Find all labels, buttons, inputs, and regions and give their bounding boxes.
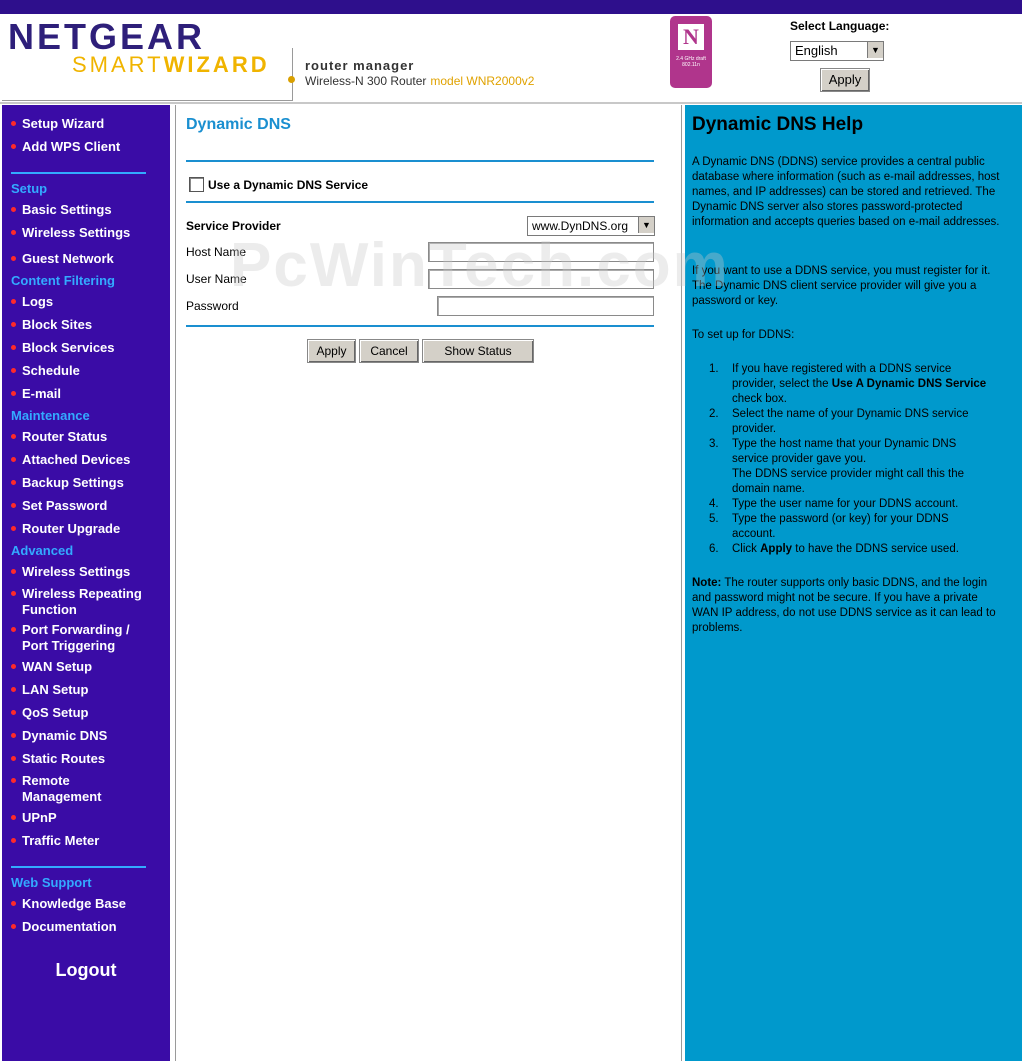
language-select[interactable] xyxy=(790,41,884,61)
bullet-icon xyxy=(11,710,16,715)
sidebar-item-email[interactable]: E-mail xyxy=(12,386,61,402)
help-step: 6. Click Apply to have the DDNS service used. xyxy=(709,543,959,555)
sidebar-heading-content-filtering: Content Filtering xyxy=(11,273,115,288)
smartwizard-logo xyxy=(72,52,270,78)
sidebar-item-knowledge-base[interactable]: Knowledge Base xyxy=(12,896,126,912)
sidebar-item-setup-wizard[interactable]: Setup Wizard xyxy=(12,116,104,132)
sidebar-item-port-forwarding[interactable]: Port Forwarding / Port Triggering xyxy=(12,622,152,654)
help-step: 3. Type the host name that your Dynamic DNS service provider gave you. The DDNS service provider might call this the domain name. xyxy=(709,438,964,495)
bullet-icon xyxy=(11,687,16,692)
language-value: English xyxy=(795,43,838,58)
help-title: Dynamic DNS Help xyxy=(692,114,864,135)
sidebar-item-remote-management[interactable]: Remote Management xyxy=(12,773,152,805)
bullet-icon xyxy=(11,838,16,843)
sidebar-heading-web-support: Web Support xyxy=(11,875,92,890)
bullet-icon xyxy=(11,368,16,373)
bullet-icon xyxy=(11,569,16,574)
sidebar-item-block-sites[interactable]: Block Sites xyxy=(12,317,92,333)
sidebar-item-block-services[interactable]: Block Services xyxy=(12,340,115,356)
bullet-icon xyxy=(11,778,16,783)
logo-dot xyxy=(288,76,295,83)
bullet-icon xyxy=(11,299,16,304)
sidebar-item-basic-settings[interactable]: Basic Settings xyxy=(12,202,112,218)
bullet-icon xyxy=(11,144,16,149)
section-divider xyxy=(186,325,654,327)
help-note: Note: The router supports only basic DDNS, and the login and password might not be secure. If you have a private WAN IP address, do not use DDNS service as it can lead to problems. xyxy=(692,577,996,634)
password-input[interactable] xyxy=(437,296,654,316)
sidebar-item-logs[interactable]: Logs xyxy=(12,294,53,310)
user-name-label: User Name xyxy=(186,272,247,286)
use-ddns-label: Use a Dynamic DNS Service xyxy=(208,178,369,192)
sidebar-item-lan-setup[interactable]: LAN Setup xyxy=(12,682,88,698)
sidebar-item-attached-devices[interactable]: Attached Devices xyxy=(12,452,130,468)
sidebar xyxy=(2,105,170,1061)
top-bar xyxy=(0,0,1022,14)
language-label: Select Language: xyxy=(790,19,890,33)
sidebar-item-schedule[interactable]: Schedule xyxy=(12,363,80,379)
bullet-icon xyxy=(11,207,16,212)
header xyxy=(0,14,1022,104)
main-panel xyxy=(175,105,682,1061)
bullet-icon xyxy=(11,457,16,462)
sidebar-item-static-routes[interactable]: Static Routes xyxy=(12,751,105,767)
password-label: Password xyxy=(186,299,239,313)
router-manager-label: router manager xyxy=(305,58,415,73)
bullet-icon xyxy=(11,480,16,485)
product-line xyxy=(305,74,534,88)
bullet-icon xyxy=(11,391,16,396)
user-name-input[interactable] xyxy=(428,269,654,289)
page-title: Dynamic DNS xyxy=(186,116,291,133)
use-ddns-checkbox[interactable] xyxy=(189,177,204,192)
bullet-icon xyxy=(11,901,16,906)
service-provider-value: www.DynDNS.org xyxy=(532,219,629,233)
bullet-icon xyxy=(11,503,16,508)
section-divider xyxy=(186,201,654,203)
apply-button[interactable]: Apply xyxy=(307,339,356,363)
sidebar-item-wireless-repeating[interactable]: Wireless Repeating Function xyxy=(12,586,152,618)
section-divider xyxy=(186,160,654,162)
language-apply-button[interactable]: Apply xyxy=(820,68,870,92)
wireless-n-badge-icon xyxy=(670,16,712,88)
sidebar-item-set-password[interactable]: Set Password xyxy=(12,498,107,514)
bullet-icon xyxy=(11,322,16,327)
sidebar-item-add-wps-client[interactable]: Add WPS Client xyxy=(12,139,120,155)
sidebar-item-dynamic-dns[interactable]: Dynamic DNS xyxy=(12,728,107,744)
sidebar-item-traffic-meter[interactable]: Traffic Meter xyxy=(12,833,99,849)
sidebar-item-guest-network[interactable]: Guest Network xyxy=(12,251,114,267)
sidebar-heading-maintenance: Maintenance xyxy=(11,408,90,423)
sidebar-item-qos-setup[interactable]: QoS Setup xyxy=(12,705,88,721)
sidebar-item-router-status[interactable]: Router Status xyxy=(12,429,107,445)
bullet-icon xyxy=(11,591,16,596)
sidebar-item-router-upgrade[interactable]: Router Upgrade xyxy=(12,521,120,537)
help-paragraph-setup: To set up for DDNS: xyxy=(692,329,795,341)
logo-smart-text: SMART xyxy=(72,52,164,77)
help-paragraph-intro: A Dynamic DNS (DDNS) service provides a central public database where information (such as e-mail addresses, host names, and IP addresses) can be stored and retrieved. The Dynamic DNS server also stores password-protected information and accepts queries based on e-mail addresses. xyxy=(692,156,1000,228)
sidebar-item-wan-setup[interactable]: WAN Setup xyxy=(12,659,92,675)
chevron-down-icon[interactable]: ▼ xyxy=(867,42,883,58)
show-status-button[interactable]: Show Status xyxy=(422,339,534,363)
bullet-icon xyxy=(11,627,16,632)
bullet-icon xyxy=(11,121,16,126)
badge-letter: N xyxy=(678,24,704,50)
sidebar-item-advanced-wireless-settings[interactable]: Wireless Settings xyxy=(12,564,130,580)
bullet-icon xyxy=(11,815,16,820)
bullet-icon xyxy=(11,434,16,439)
help-step: 4. Type the user name for your DDNS account. xyxy=(709,498,959,510)
sidebar-divider xyxy=(11,172,146,174)
bullet-icon xyxy=(11,345,16,350)
bullet-icon xyxy=(11,924,16,929)
bullet-icon xyxy=(11,526,16,531)
sidebar-divider xyxy=(11,866,146,868)
help-paragraph-register: If you want to use a DDNS service, you must register for it. The Dynamic DNS client service provider will give you a password or key. xyxy=(692,265,991,307)
service-provider-label: Service Provider xyxy=(186,219,281,233)
watermark-text: PcWinTech.com xyxy=(230,231,730,300)
bullet-icon xyxy=(11,230,16,235)
chevron-down-icon[interactable]: ▼ xyxy=(638,217,654,233)
sidebar-heading-advanced: Advanced xyxy=(11,543,74,558)
badge-text: 2.4 GHz draft 802.11n xyxy=(676,56,706,68)
logout-link[interactable]: Logout xyxy=(55,960,117,980)
host-name-input[interactable] xyxy=(428,242,654,262)
help-step: 2. Select the name of your Dynamic DNS service provider. xyxy=(709,408,969,435)
sidebar-heading-setup: Setup xyxy=(11,181,48,196)
netgear-logo: NETGEAR xyxy=(8,16,206,57)
bullet-icon xyxy=(11,256,16,261)
help-step: 1. If you have registered with a DDNS service provider, select the Use A Dynamic DNS Service check box. xyxy=(709,363,987,405)
product-name: Wireless-N 300 Router xyxy=(305,74,427,88)
bullet-icon xyxy=(11,664,16,669)
bullet-icon xyxy=(11,756,16,761)
sidebar-item-upnp[interactable]: UPnP xyxy=(12,810,57,826)
host-name-label: Host Name xyxy=(186,245,247,259)
help-panel xyxy=(685,105,1022,1061)
bullet-icon xyxy=(11,733,16,738)
sidebar-item-backup-settings[interactable]: Backup Settings xyxy=(12,475,124,491)
model-name: model WNR2000v2 xyxy=(430,74,535,88)
help-step: 5. Type the password (or key) for your DDNS account. xyxy=(709,513,949,540)
logo-wizard-text: WIZARD xyxy=(163,52,270,77)
sidebar-item-documentation[interactable]: Documentation xyxy=(12,919,117,935)
sidebar-item-wireless-settings[interactable]: Wireless Settings xyxy=(12,225,130,241)
service-provider-select[interactable] xyxy=(527,216,655,236)
cancel-button[interactable]: Cancel xyxy=(359,339,419,363)
